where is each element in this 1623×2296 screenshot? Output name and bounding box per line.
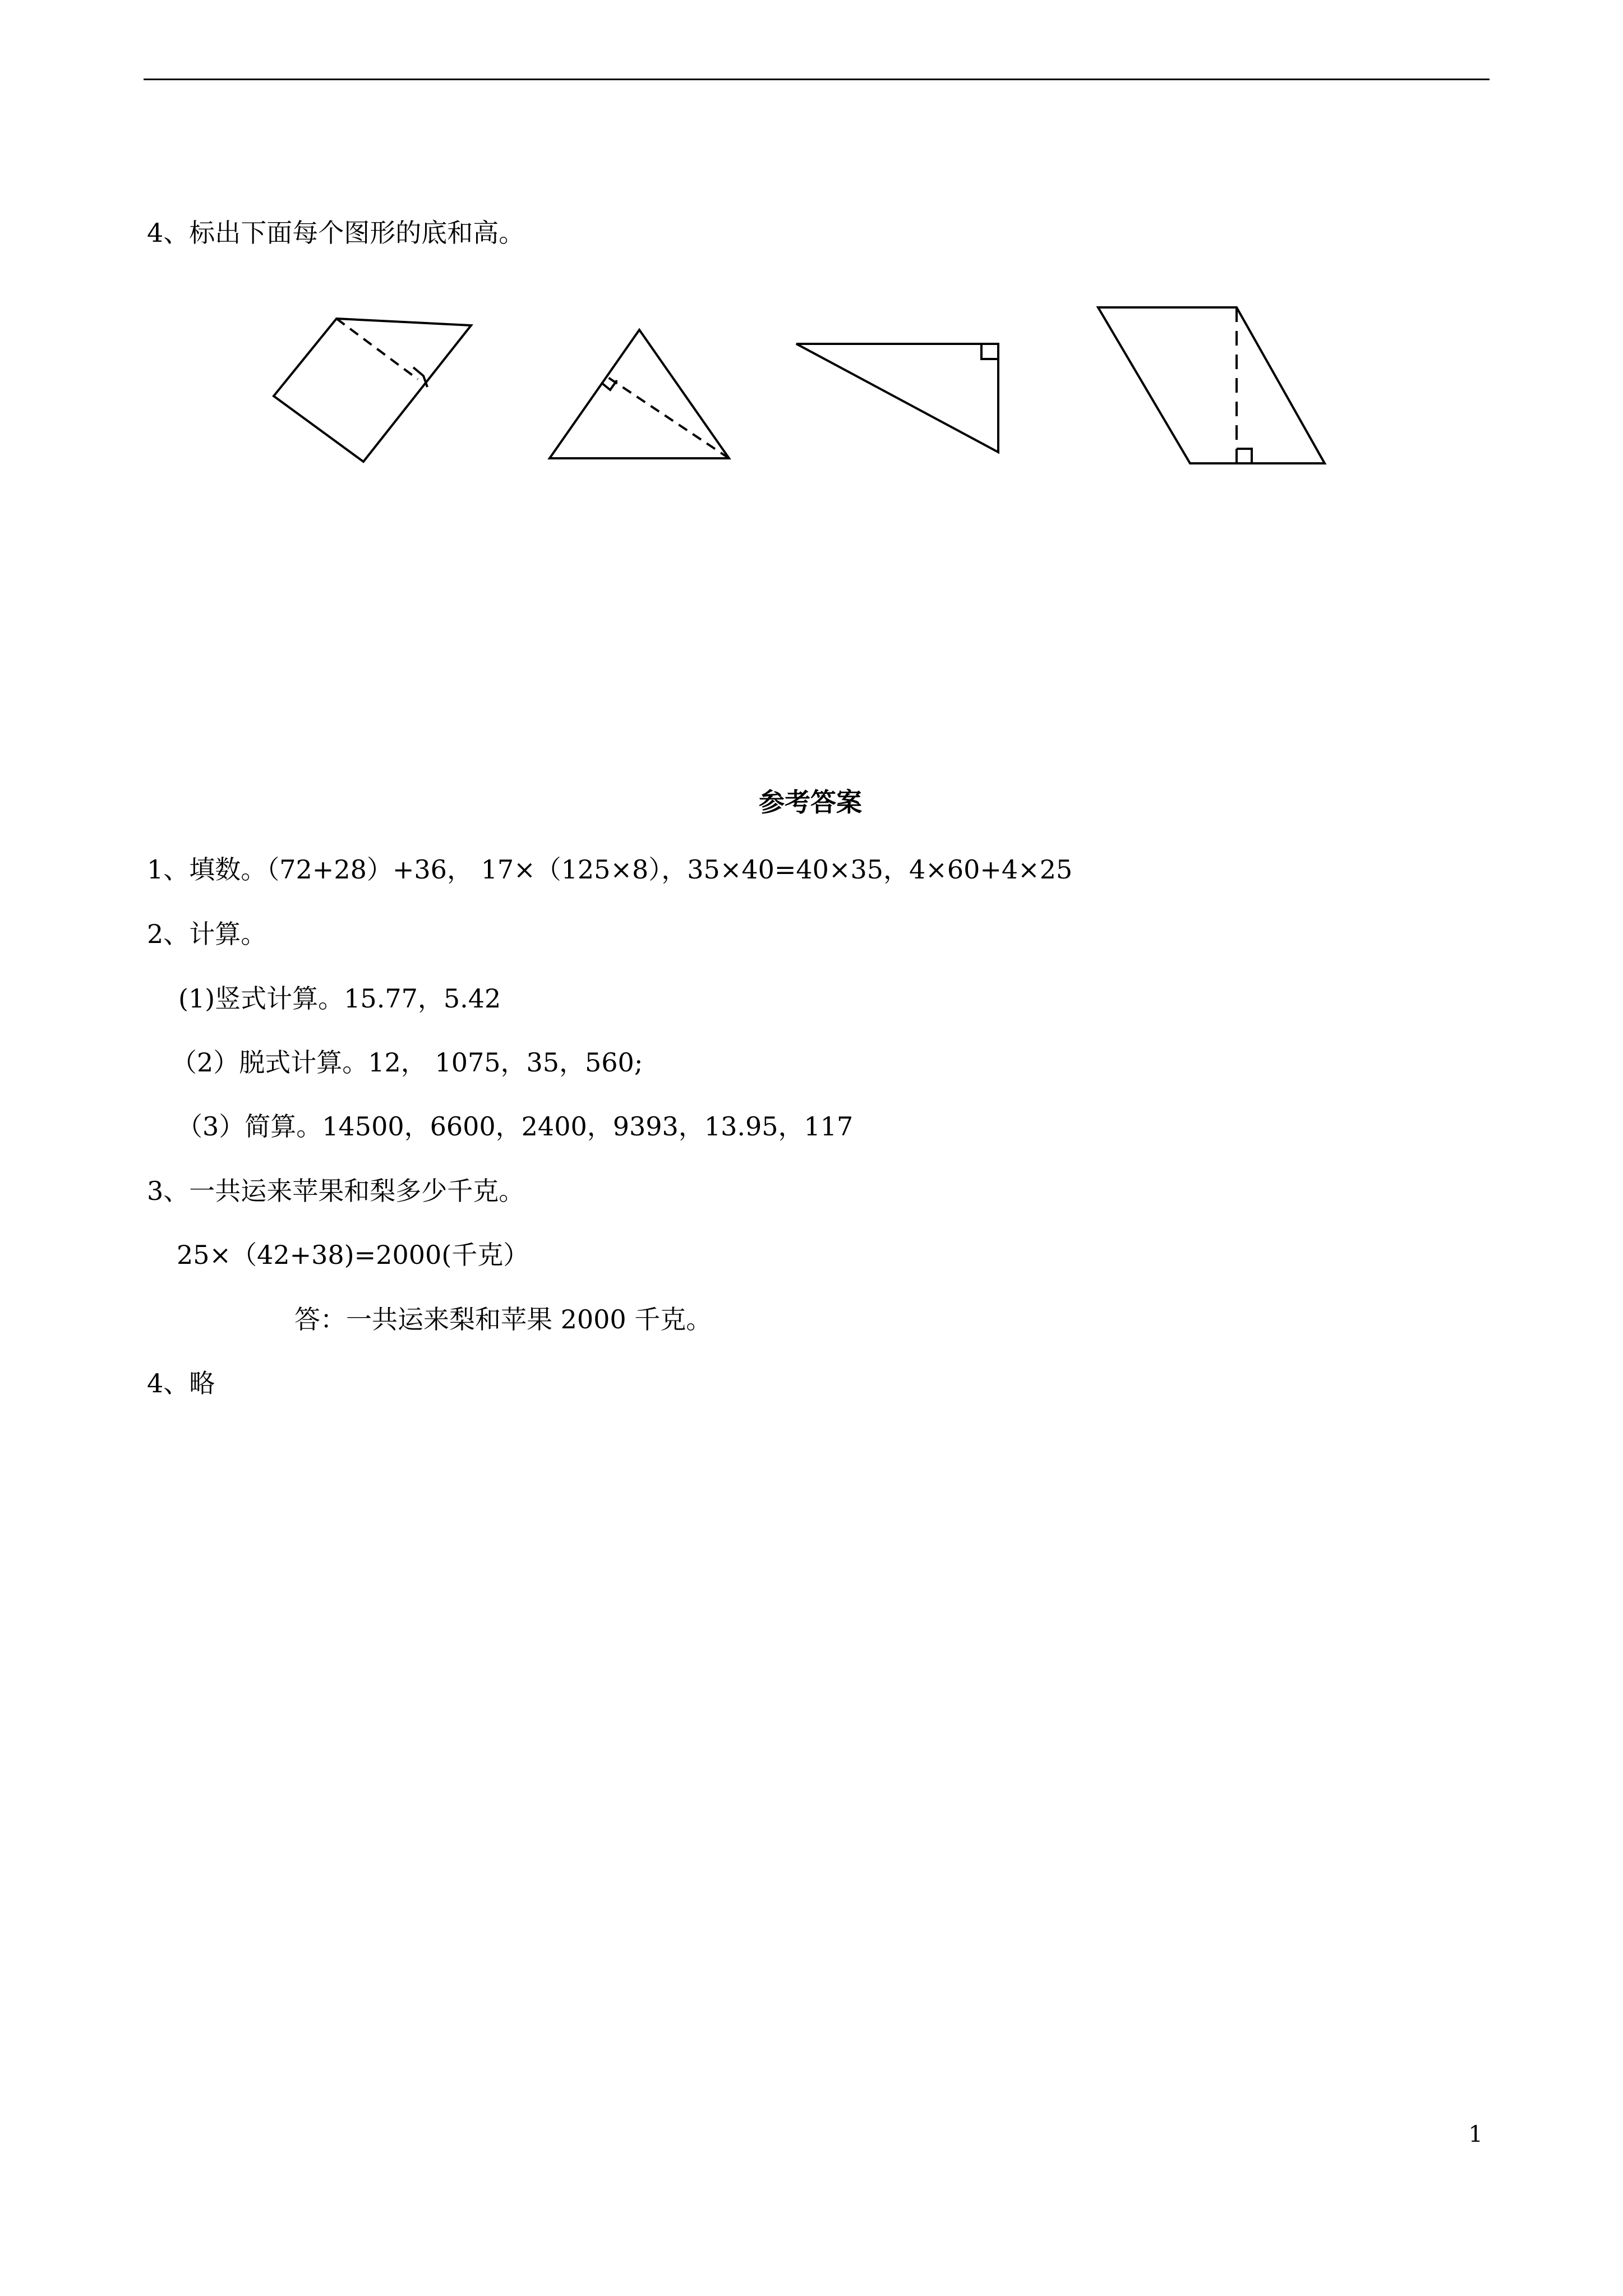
answer-2-1: (1)竖式计算。15.77，5.42 xyxy=(178,983,501,1014)
answer-2-2: （2）脱式计算。12， 1075，35，560; xyxy=(171,1047,643,1078)
answer-key-heading: 参考答案 xyxy=(759,787,862,817)
answer-3: 3、一共运来苹果和梨多少千克。 xyxy=(147,1176,525,1206)
answer-3-formula: 25×（42+38)=2000(千克） xyxy=(177,1240,529,1270)
figure-right-triangle xyxy=(796,344,998,452)
answer-1: 1、填数。（72+28）+36， 17×（125×8），35×40=40×35，4×60+4×25 xyxy=(147,854,1073,885)
answer-2-3: （3）简算。14500，6600，2400，9393，13.95，117 xyxy=(177,1111,854,1142)
figure-quadrilateral xyxy=(274,319,471,462)
figure-triangle xyxy=(550,330,729,458)
answer-2: 2、计算。 xyxy=(147,919,267,949)
page-number: 1 xyxy=(1468,2122,1483,2147)
figure-parallelogram xyxy=(1098,307,1325,463)
question-4-prompt: 4、标出下面每个图形的底和高。 xyxy=(147,218,525,248)
answer-4: 4、略 xyxy=(147,1368,215,1398)
answer-3-answer: 答：一共运来梨和苹果 2000 千克。 xyxy=(294,1304,712,1335)
shapes-figure-group xyxy=(0,0,1623,561)
